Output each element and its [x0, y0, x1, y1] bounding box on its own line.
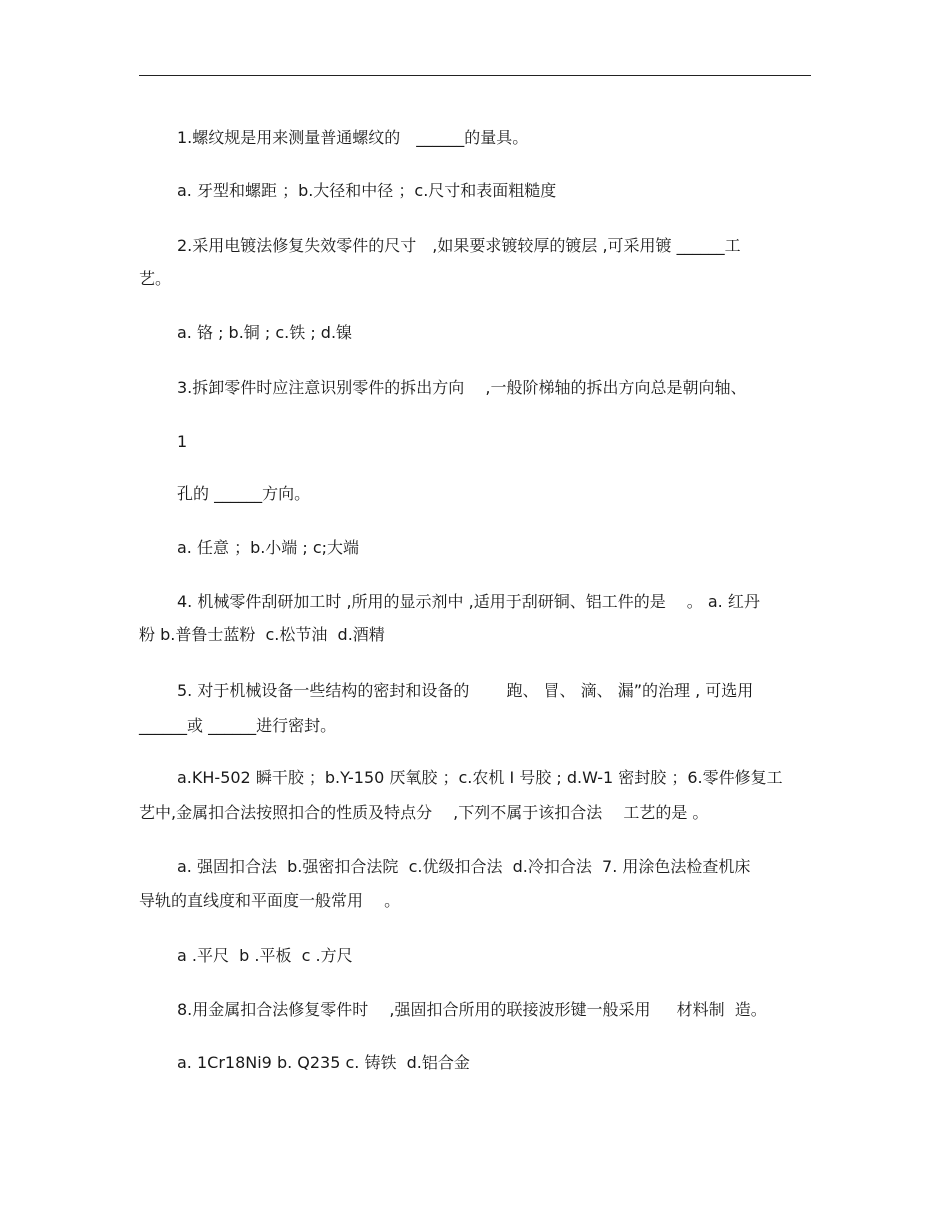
- q4-line2: 粉 b.普鲁士蓝粉 c.松节油 d.酒精: [139, 625, 385, 644]
- q5-options-q6-line1: a.KH-502 瞬干胶 ；b.Y-150 厌氧胶 ；c.农机 I 号胶 ; d.W-1 密封胶 ；6.零件修复工: [177, 768, 783, 787]
- q2-stem-line2: 艺。: [139, 269, 172, 288]
- q8-options: a. 1Cr18Ni9 b. Q235 c. 铸铁 d.铝合金: [177, 1053, 470, 1072]
- page-number: 1: [177, 432, 188, 451]
- q8-stem: 8.用金属扣合法修复零件时 ,强固扣合所用的联接波形键一般采用 材料制 造。: [177, 1000, 767, 1019]
- q1-options: a. 牙型和螺距 ；b.大径和中径 ；c.尺寸和表面粗糙度: [177, 181, 557, 200]
- q2-options: a. 铬 ; b.铜 ; c.铁 ; d.镍: [177, 323, 353, 342]
- q1-stem: 1.螺纹规是用来测量普通螺纹的 ______的量具。: [177, 128, 529, 147]
- q2-stem-line1: 2.采用电镀法修复失效零件的尺寸 ,如果要求镀较厚的镀层 ,可采用镀 ______工: [177, 236, 741, 255]
- q7-options: a .平尺 b .平板 c .方尺: [177, 946, 353, 965]
- q3-options: a. 任意 ；b.小端 ; c;大端: [177, 538, 360, 557]
- q5-line1: 5. 对于机械设备一些结构的密封和设备的 跑、 冒、 滴、 漏”的治理 , 可选用: [177, 681, 754, 700]
- q5-line2: ______或 ______进行密封。: [139, 716, 337, 735]
- header-rule: [139, 75, 811, 76]
- q6-options-q7-line2: 导轨的直线度和平面度一般常用 。: [139, 891, 401, 910]
- q6-options-q7-line1: a. 强固扣合法 b.强密扣合法院 c.优级扣合法 d.冷扣合法 7. 用涂色法检查机床: [177, 857, 751, 876]
- q4-line1: 4. 机械零件刮研加工时 ,所用的显示剂中 ,适用于刮研铜、铝工件的是 。 a. 红丹: [177, 592, 760, 611]
- q5-options-q6-line2: 艺中,金属扣合法按照扣合的性质及特点分 ,下列不属于该扣合法 工艺的是 。: [139, 803, 709, 822]
- q3-stem-line2: 孔的 ______方向。: [177, 484, 311, 503]
- q3-stem-line1: 3.拆卸零件时应注意识别零件的拆出方向 ,一般阶梯轴的拆出方向总是朝向轴、: [177, 378, 747, 397]
